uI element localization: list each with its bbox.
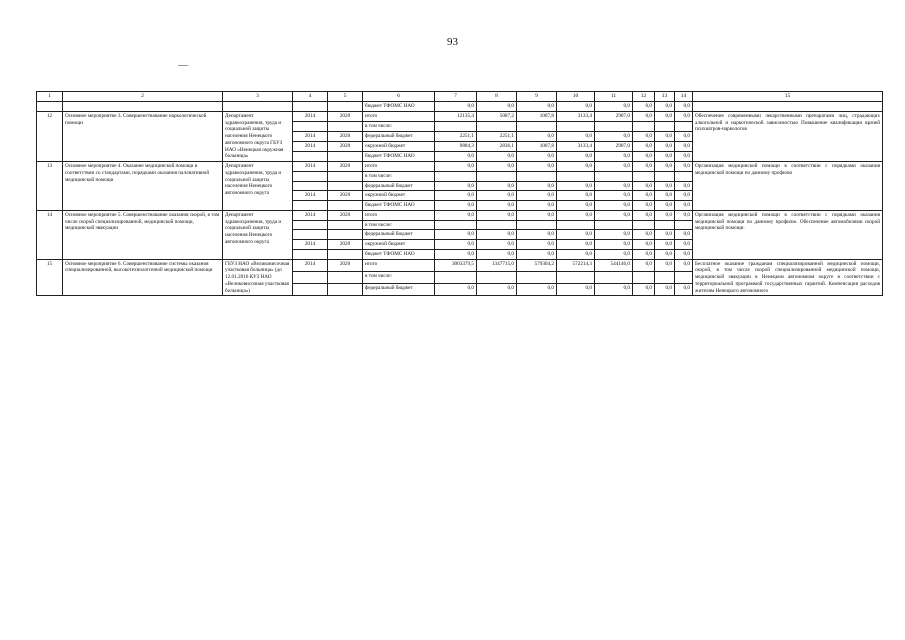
executor: Департамент здравоохранения, труда и социальной защиты населения Ненецкого автономного округа xyxy=(223,162,293,211)
value-cell: 0,0 xyxy=(595,191,633,201)
year-start xyxy=(293,230,328,240)
value-cell: 2907,0 xyxy=(595,142,633,152)
value-cell: 0,0 xyxy=(517,249,557,259)
value-cell: 0,0 xyxy=(435,201,477,211)
value-cell: 0,0 xyxy=(557,201,595,211)
empty-cell xyxy=(293,102,328,112)
funding-source: в том числе: xyxy=(363,121,435,131)
value-cell: 0,0 xyxy=(557,181,595,191)
header-cell: 4 xyxy=(293,92,328,102)
value-cell: 0,0 xyxy=(435,230,477,240)
value-cell xyxy=(517,171,557,181)
page-number: 93 xyxy=(447,36,458,48)
funding-source: федеральный бюджет xyxy=(363,181,435,191)
year-end: 2020 xyxy=(328,162,363,172)
value-cell: 0,0 xyxy=(655,111,675,121)
value-cell: 0,0 xyxy=(675,249,693,259)
value-cell xyxy=(477,220,517,230)
funding-source: итого xyxy=(363,259,435,271)
year-start: 2014 xyxy=(293,131,328,141)
year-end: 2020 xyxy=(328,191,363,201)
value-cell xyxy=(595,171,633,181)
value-cell: 0,0 xyxy=(557,131,595,141)
value-cell xyxy=(435,121,477,131)
year-start xyxy=(293,152,328,162)
value-cell: 0,0 xyxy=(655,210,675,220)
value-cell: 0,0 xyxy=(477,181,517,191)
value-cell: 0,0 xyxy=(595,131,633,141)
value-cell: 0,0 xyxy=(435,191,477,201)
value-cell: 0,0 xyxy=(675,152,693,162)
value-cell xyxy=(675,220,693,230)
value-cell: 0,0 xyxy=(675,102,693,112)
expected-result: Организация медицинской помощи в соответствии с порядками оказания медицинской помощи по данному профилю xyxy=(693,162,883,211)
separator-dash xyxy=(178,65,188,66)
empty-cell xyxy=(693,102,883,112)
value-cell: 2907,0 xyxy=(595,111,633,121)
header-cell: 6 xyxy=(363,92,435,102)
activity-name: Основное мероприятие 5. Совершенствование оказания скорой, в том числе скорой специализированной, медицинской помощи, медицинской эвакуации xyxy=(63,210,223,259)
value-cell: 0,0 xyxy=(435,181,477,191)
row-number: 13 xyxy=(37,162,63,211)
value-cell xyxy=(435,271,477,283)
value-cell xyxy=(517,271,557,283)
value-cell: 0,0 xyxy=(595,230,633,240)
value-cell xyxy=(675,271,693,283)
value-cell: 0,0 xyxy=(655,259,675,271)
value-cell: 0,0 xyxy=(675,162,693,172)
value-cell: 0,0 xyxy=(557,152,595,162)
value-cell: 0,0 xyxy=(557,210,595,220)
value-cell: 0,0 xyxy=(633,201,655,211)
value-cell: 0,0 xyxy=(595,249,633,259)
funding-source: окружной бюджет xyxy=(363,240,435,250)
value-cell: 0,0 xyxy=(675,284,693,296)
value-cell: 0,0 xyxy=(435,102,477,112)
row-number: 12 xyxy=(37,111,63,161)
empty-cell xyxy=(63,102,223,112)
value-cell: 0,0 xyxy=(435,284,477,296)
value-cell: 0,0 xyxy=(517,181,557,191)
value-cell: 2251,1 xyxy=(477,131,517,141)
value-cell: 3003379,5 xyxy=(435,259,477,271)
value-cell: 0,0 xyxy=(595,210,633,220)
value-cell: 0,0 xyxy=(517,230,557,240)
value-cell xyxy=(655,220,675,230)
value-cell: 0,0 xyxy=(435,240,477,250)
value-cell: 0,0 xyxy=(477,230,517,240)
value-cell: 0,0 xyxy=(655,249,675,259)
value-cell xyxy=(595,121,633,131)
empty-cell xyxy=(37,102,63,112)
value-cell: 0,0 xyxy=(595,181,633,191)
year-start xyxy=(293,171,328,181)
expected-result: Обеспечение современными лекарственными препаратами лиц, страдающих алкогольной и наркотической зависимостью Повышение квалификации врачей психиатров-наркологов xyxy=(693,111,883,161)
header-cell: 14 xyxy=(675,92,693,102)
value-cell: 0,0 xyxy=(633,162,655,172)
executor: ГБУЗ НАО «Великовисочная участковая больница» (до 12.01.2016 КУЗ НАО «Великовисочная участковая больница») xyxy=(223,259,293,296)
year-end xyxy=(328,201,363,211)
executor: Департамент здравоохранения, труда и социальной защиты населения Ненецкого автономного округа xyxy=(223,210,293,259)
header-cell: 2 xyxy=(63,92,223,102)
header-cell: 3 xyxy=(223,92,293,102)
value-cell: 0,0 xyxy=(655,152,675,162)
value-cell: 1347715,0 xyxy=(477,259,517,271)
value-cell: 0,0 xyxy=(517,152,557,162)
value-cell: 0,0 xyxy=(675,230,693,240)
funding-source: окружной бюджет xyxy=(363,142,435,152)
value-cell: 0,0 xyxy=(435,162,477,172)
value-cell: 0,0 xyxy=(675,191,693,201)
value-cell: 0,0 xyxy=(517,102,557,112)
value-cell: 0,0 xyxy=(655,142,675,152)
row-number: 14 xyxy=(37,210,63,259)
year-end xyxy=(328,284,363,296)
year-end: 2020 xyxy=(328,131,363,141)
year-end: 2020 xyxy=(328,259,363,271)
activity-name: Основное мероприятие 4. Оказание медицинской помощи в соответствии со стандартами, порядками оказания паллиативной медицинской помощи xyxy=(63,162,223,211)
header-cell: 7 xyxy=(435,92,477,102)
empty-cell xyxy=(328,102,363,112)
table-row xyxy=(37,162,883,172)
value-cell: 0,0 xyxy=(557,102,595,112)
funding-source: итого xyxy=(363,210,435,220)
funding-source: в том числе: xyxy=(363,171,435,181)
year-start xyxy=(293,121,328,131)
value-cell xyxy=(477,121,517,131)
value-cell xyxy=(633,220,655,230)
year-start: 2014 xyxy=(293,111,328,121)
value-cell: 0,0 xyxy=(477,102,517,112)
funding-source: в том числе: xyxy=(363,220,435,230)
year-start xyxy=(293,181,328,191)
value-cell xyxy=(675,171,693,181)
value-cell: 0,0 xyxy=(633,142,655,152)
header-row xyxy=(37,92,883,102)
table-row xyxy=(37,259,883,271)
funding-source: федеральный бюджет xyxy=(363,131,435,141)
value-cell: 0,0 xyxy=(595,162,633,172)
year-start xyxy=(293,284,328,296)
table-row xyxy=(37,111,883,121)
value-cell: 0,0 xyxy=(633,131,655,141)
value-cell: 12135,4 xyxy=(435,111,477,121)
value-cell: 0,0 xyxy=(517,210,557,220)
value-cell: 0,0 xyxy=(477,284,517,296)
value-cell: 0,0 xyxy=(655,181,675,191)
value-cell: 0,0 xyxy=(435,152,477,162)
value-cell: 0,0 xyxy=(655,284,675,296)
value-cell: 0,0 xyxy=(477,210,517,220)
value-cell: 0,0 xyxy=(595,152,633,162)
value-cell xyxy=(435,171,477,181)
expected-result: Организация медицинской помощи в соответствии с порядками оказания медицинской помощи по данному профилю. Обеспечение автомобилями скорой медицинской помощи. xyxy=(693,210,883,259)
value-cell: 1007,8 xyxy=(517,111,557,121)
funding-source: бюджет ТФОМС НАО xyxy=(363,201,435,211)
year-end xyxy=(328,152,363,162)
value-cell: 1007,8 xyxy=(517,142,557,152)
value-cell xyxy=(517,121,557,131)
value-cell xyxy=(557,171,595,181)
year-start: 2014 xyxy=(293,191,328,201)
value-cell: 0,0 xyxy=(633,249,655,259)
value-cell: 0,0 xyxy=(477,240,517,250)
value-cell: 0,0 xyxy=(633,191,655,201)
value-cell: 3133,4 xyxy=(557,142,595,152)
year-end: 2020 xyxy=(328,142,363,152)
empty-cell xyxy=(223,102,293,112)
value-cell: 544146,0 xyxy=(595,259,633,271)
value-cell: 0,0 xyxy=(655,131,675,141)
value-cell: 0,0 xyxy=(557,162,595,172)
year-start xyxy=(293,249,328,259)
value-cell xyxy=(595,271,633,283)
value-cell: 0,0 xyxy=(557,191,595,201)
year-end xyxy=(328,171,363,181)
funding-source: бюджет ТФОМС НАО xyxy=(363,249,435,259)
value-cell xyxy=(557,121,595,131)
value-cell: 0,0 xyxy=(675,240,693,250)
value-cell: 0,0 xyxy=(675,142,693,152)
value-cell: 0,0 xyxy=(633,181,655,191)
funding-source: бюджет ТФОМС НАО xyxy=(363,152,435,162)
value-cell: 0,0 xyxy=(557,240,595,250)
value-cell: 0,0 xyxy=(675,181,693,191)
value-cell xyxy=(655,121,675,131)
year-start: 2014 xyxy=(293,240,328,250)
value-cell: 0,0 xyxy=(517,191,557,201)
value-cell: 0,0 xyxy=(655,191,675,201)
year-start xyxy=(293,220,328,230)
header-cell: 9 xyxy=(517,92,557,102)
funding-source: федеральный бюджет xyxy=(363,284,435,296)
value-cell xyxy=(477,271,517,283)
value-cell: 0,0 xyxy=(675,210,693,220)
value-cell: 0,0 xyxy=(633,152,655,162)
program-table xyxy=(36,91,883,296)
year-start xyxy=(293,201,328,211)
value-cell: 0,0 xyxy=(477,191,517,201)
year-start xyxy=(293,271,328,283)
funding-source: итого xyxy=(363,111,435,121)
value-cell xyxy=(477,171,517,181)
value-cell: 0,0 xyxy=(655,240,675,250)
header-cell: 13 xyxy=(655,92,675,102)
year-end: 2020 xyxy=(328,240,363,250)
header-cell: 1 xyxy=(37,92,63,102)
value-cell: 0,0 xyxy=(595,102,633,112)
value-cell: 2251,1 xyxy=(435,131,477,141)
header-cell: 11 xyxy=(595,92,633,102)
header-cell: 15 xyxy=(693,92,883,102)
value-cell: 0,0 xyxy=(655,162,675,172)
year-end xyxy=(328,230,363,240)
value-cell xyxy=(675,121,693,131)
value-cell: 0,0 xyxy=(517,240,557,250)
value-cell: 0,0 xyxy=(675,201,693,211)
value-cell: 0,0 xyxy=(655,230,675,240)
value-cell: 0,0 xyxy=(517,284,557,296)
value-cell xyxy=(633,271,655,283)
value-cell xyxy=(557,271,595,283)
value-cell: 0,0 xyxy=(477,152,517,162)
value-cell: 0,0 xyxy=(517,201,557,211)
value-cell: 0,0 xyxy=(595,201,633,211)
year-end xyxy=(328,181,363,191)
value-cell: 0,0 xyxy=(675,131,693,141)
year-start: 2014 xyxy=(293,162,328,172)
activity-name: Основное мероприятие 3. Совершенствование наркологической помощи xyxy=(63,111,223,161)
value-cell xyxy=(633,121,655,131)
funding-source: в том числе: xyxy=(363,271,435,283)
value-cell: 572214,3 xyxy=(557,259,595,271)
value-cell: 0,0 xyxy=(633,284,655,296)
value-cell: 0,0 xyxy=(557,230,595,240)
value-cell: 0,0 xyxy=(477,162,517,172)
value-cell: 0,0 xyxy=(517,131,557,141)
value-cell: 579304,2 xyxy=(517,259,557,271)
year-end xyxy=(328,220,363,230)
value-cell xyxy=(655,171,675,181)
value-cell: 3133,4 xyxy=(557,111,595,121)
year-start: 2014 xyxy=(293,142,328,152)
value-cell xyxy=(557,220,595,230)
funding-source: федеральный бюджет xyxy=(363,230,435,240)
year-start: 2014 xyxy=(293,259,328,271)
value-cell: 2836,1 xyxy=(477,142,517,152)
table-row xyxy=(37,102,883,112)
executor: Департамент здравоохранения, труда и социальной защиты населения Ненецкого автономного округа ГБУЗ НАО «Ненецкая окружная больница» xyxy=(223,111,293,161)
expected-result: Бесплатное оказание гражданам специализированной медицинской помощи, скорой, в том числе скорой специализированной медицинской помощи, медицинской эвакуации в Ненецком автономном округе в соответствии с территориальной программой государственных гарантий. Компенсация расходов жителям Ненецкого автономного xyxy=(693,259,883,296)
value-cell: 0,0 xyxy=(477,249,517,259)
value-cell xyxy=(517,220,557,230)
value-cell: 5087,2 xyxy=(477,111,517,121)
funding-source: окружной бюджет xyxy=(363,191,435,201)
value-cell: 0,0 xyxy=(435,210,477,220)
value-cell xyxy=(633,171,655,181)
value-cell: 0,0 xyxy=(557,249,595,259)
value-cell: 0,0 xyxy=(633,102,655,112)
year-start: 2014 xyxy=(293,210,328,220)
year-end xyxy=(328,121,363,131)
value-cell: 0,0 xyxy=(557,284,595,296)
table-row xyxy=(37,210,883,220)
value-cell: 0,0 xyxy=(517,162,557,172)
year-end: 2020 xyxy=(328,210,363,220)
value-cell: 0,0 xyxy=(655,102,675,112)
value-cell: 0,0 xyxy=(633,210,655,220)
value-cell: 9884,3 xyxy=(435,142,477,152)
activity-name: Основное мероприятие 6. Совершенствование системы оказания специализированной, высокотехнологичной медицинской помощи xyxy=(63,259,223,296)
value-cell: 0,0 xyxy=(633,240,655,250)
value-cell xyxy=(655,271,675,283)
value-cell: 0,0 xyxy=(595,240,633,250)
value-cell: 0,0 xyxy=(477,201,517,211)
value-cell: 0,0 xyxy=(675,111,693,121)
value-cell: 0,0 xyxy=(675,259,693,271)
year-end: 2020 xyxy=(328,111,363,121)
value-cell: 0,0 xyxy=(655,201,675,211)
value-cell: 0,0 xyxy=(633,259,655,271)
value-cell xyxy=(435,220,477,230)
value-cell xyxy=(595,220,633,230)
year-end xyxy=(328,271,363,283)
funding-source: бюджет ТФОМС НАО xyxy=(363,102,435,112)
value-cell: 0,0 xyxy=(595,284,633,296)
header-cell: 8 xyxy=(477,92,517,102)
header-cell: 5 xyxy=(328,92,363,102)
row-number: 15 xyxy=(37,259,63,296)
header-cell: 10 xyxy=(557,92,595,102)
value-cell: 0,0 xyxy=(633,111,655,121)
value-cell: 0,0 xyxy=(435,249,477,259)
year-end xyxy=(328,249,363,259)
funding-source: итого xyxy=(363,162,435,172)
value-cell: 0,0 xyxy=(633,230,655,240)
header-cell: 12 xyxy=(633,92,655,102)
